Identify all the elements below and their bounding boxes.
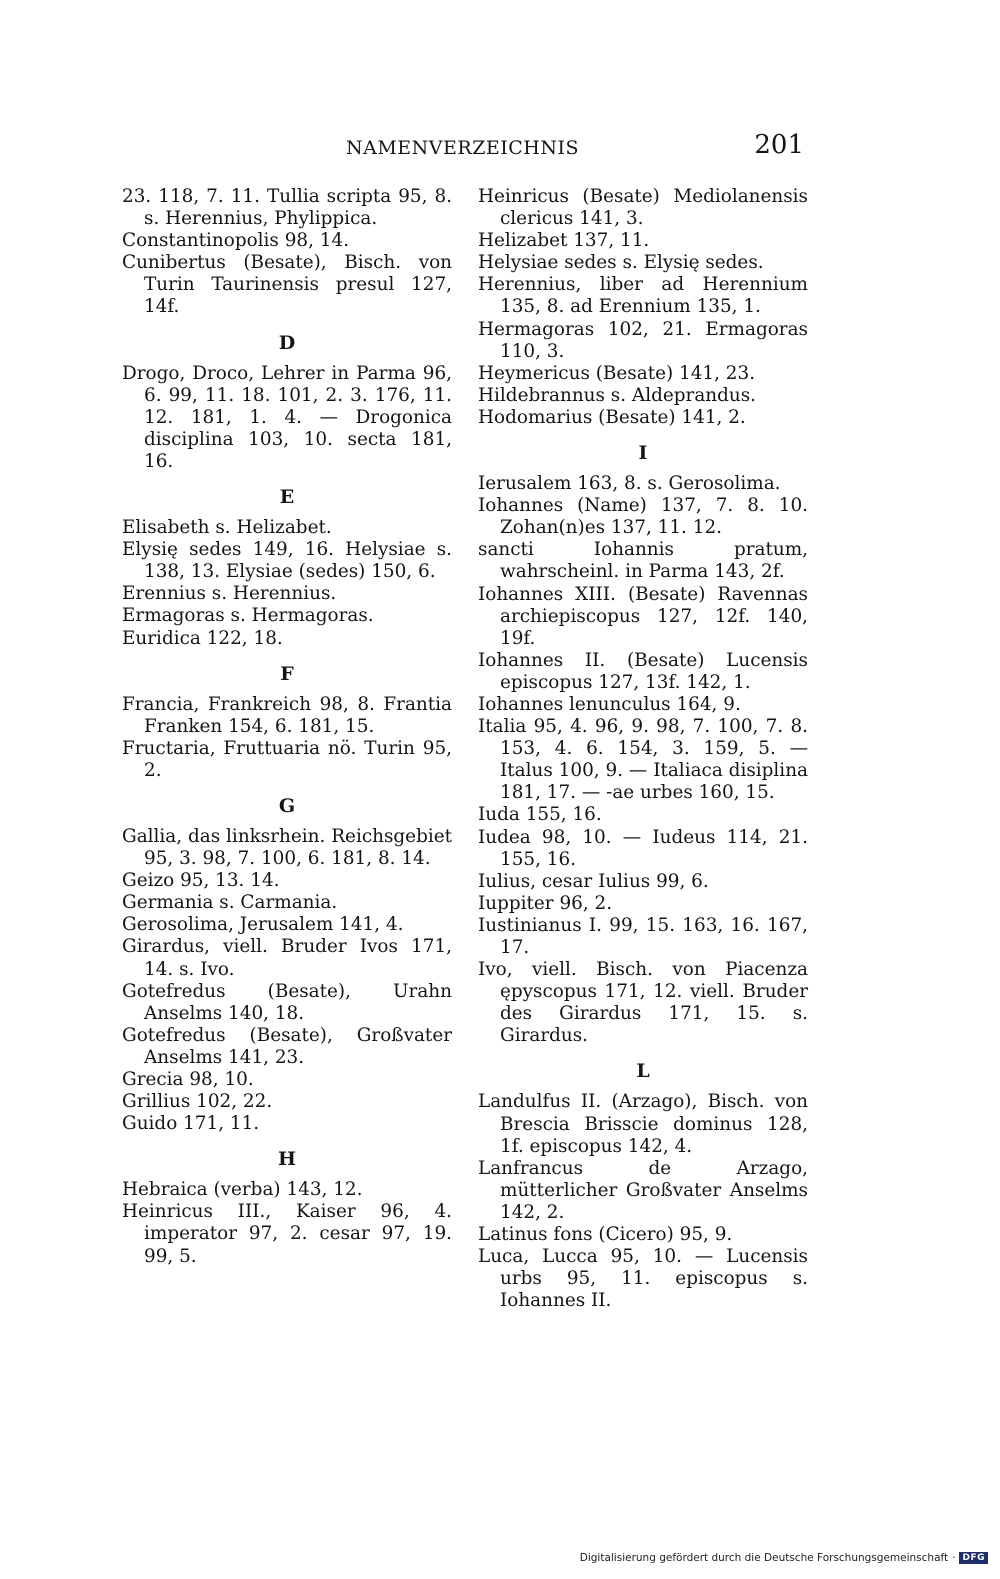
- index-entry: Iuda 155, 16.: [478, 804, 602, 826]
- index-entry: Lanfrancus de Arzago, mütterlicher Großvater Anselms 142, 2.: [478, 1157, 808, 1223]
- index-entry: Italia 95, 4. 96, 9. 98, 7. 100, 7. 8. 153, 4. 6. 154, 3. 159, 5. — Italus 100, 9. — Italiaca disiplina 181, 17. — -ae urbes 160, 15.: [478, 716, 808, 804]
- index-entry: Helizabet 137, 11.: [478, 230, 650, 252]
- index-entry: Girardus, viell. Bruder Ivos 171, 14. s. Ivo.: [122, 936, 452, 980]
- section-letter-e: E: [279, 486, 295, 509]
- section-letter-i: I: [638, 442, 648, 465]
- index-entry: Herennius, liber ad Herennium 135, 8. ad Erennium 135, 1.: [478, 274, 808, 318]
- index-entry: Latinus fons (Cicero) 95, 9.: [478, 1224, 733, 1246]
- index-entry: Gotefredus (Besate), Großvater Anselms 141, 23.: [122, 1024, 452, 1068]
- index-entry: Constantinopolis 98, 14.: [122, 230, 350, 252]
- index-entry: Drogo, Droco, Lehrer in Parma 96, 6. 99, 11. 18. 101, 2. 3. 176, 11. 12. 181, 1. 4. — Drogonica disciplina 103, 10. secta 181, 16.: [122, 362, 452, 472]
- index-entry: Elysię sedes 149, 16. Helysiae s. 138, 13. Elysiae (sedes) 150, 6.: [122, 539, 452, 583]
- index-entry: Iuppiter 96, 2.: [478, 892, 613, 914]
- section-letter-f: F: [280, 662, 294, 685]
- index-entry: Hermagoras 102, 21. Ermagoras 110, 3.: [478, 318, 808, 362]
- index-entry: Guido 171, 11.: [122, 1113, 260, 1135]
- index-entry: Hodomarius (Besate) 141, 2.: [478, 406, 746, 428]
- index-entry: Elisabeth s. Helizabet.: [122, 517, 332, 539]
- index-entry: Iohannes lenunculus 164, 9.: [478, 693, 741, 715]
- section-letter-d: D: [278, 331, 296, 354]
- index-entry: Iohannes XIII. (Besate) Ravennas archiepiscopus 127, 12f. 140, 19f.: [478, 583, 808, 649]
- index-entry: Iulius, cesar Iulius 99, 6.: [478, 870, 709, 892]
- section-letter-l: L: [636, 1060, 650, 1083]
- index-entry: Germania s. Carmania.: [122, 892, 338, 914]
- index-entry: Ierusalem 163, 8. s. Gerosolima.: [478, 473, 781, 495]
- running-title: NAMENVERZEICHNIS: [346, 137, 580, 159]
- section-letter-h: H: [278, 1148, 296, 1171]
- index-entry: Helysiae sedes s. Elysię sedes.: [478, 252, 764, 274]
- index-entry: Euridica 122, 18.: [122, 627, 283, 649]
- index-entry: Heinricus III., Kaiser 96, 4. imperator 97, 2. cesar 97, 19. 99, 5.: [122, 1201, 452, 1267]
- index-entry: Iustinianus I. 99, 15. 163, 16. 167, 17.: [478, 914, 808, 958]
- index-entry: Cunibertus (Besate), Bisch. von Turin Taurinensis presul 127, 14f.: [122, 252, 452, 318]
- index-entry: sancti Iohannis pratum, wahrscheinl. in Parma 143, 2f.: [478, 539, 808, 583]
- page-number: 201: [754, 130, 804, 160]
- index-entry: Gallia, das linksrhein. Reichsgebiet 95, 3. 98, 7. 100, 6. 181, 8. 14.: [122, 825, 452, 870]
- index-entry: Iohannes (Name) 137, 7. 8. 10. Zohan(n)es 137, 11. 12.: [478, 495, 808, 539]
- right-column: [478, 186, 808, 1312]
- index-entry: Erennius s. Herennius.: [122, 583, 337, 605]
- index-entry: Grillius 102, 22.: [122, 1091, 273, 1113]
- index-entry: Luca, Lucca 95, 10. — Lucensis urbs 95, 11. episcopus s. Iohannes II.: [478, 1246, 808, 1312]
- index-entry: Gerosolima, Jerusalem 141, 4.: [122, 914, 404, 936]
- index-entry: Francia, Frankreich 98, 8. Frantia Franken 154, 6. 181, 15.: [122, 693, 452, 737]
- section-letter-g: G: [278, 794, 296, 817]
- digitization-footer: Digitalisierung gefördert durch die Deutsche Forschungsgemeinschaft · DFG: [580, 1552, 988, 1564]
- index-entry: Heinricus (Besate) Mediolanensis clericus 141, 3.: [478, 186, 808, 230]
- index-entry: Ermagoras s. Hermagoras.: [122, 605, 374, 627]
- index-entry: Hildebrannus s. Aldeprandus.: [478, 384, 757, 406]
- footer-credit: Digitalisierung gefördert durch die Deutsche Forschungsgemeinschaft: [579, 1552, 949, 1564]
- index-entry: Fructaria, Fruttuaria nö. Turin 95, 2.: [122, 737, 452, 781]
- index-entry: Iohannes II. (Besate) Lucensis episcopus 127, 13f. 142, 1.: [478, 649, 808, 693]
- index-entry: Iudea 98, 10. — Iudeus 114, 21. 155, 16.: [478, 826, 808, 870]
- index-entry: Geizo 95, 13. 14.: [122, 870, 280, 892]
- index-entry: Hebraica (verba) 143, 12.: [122, 1179, 363, 1201]
- index-entry: Landulfus II. (Arzago), Bisch. von Brescia Brisscie dominus 128, 1f. episcopus 142, 4.: [478, 1091, 808, 1157]
- index-entry: Ivo, viell. Bisch. von Piacenza ępyscopus 171, 12. viell. Bruder des Girardus 171, 15. s. Girardus.: [478, 959, 808, 1047]
- page-header: [120, 130, 810, 170]
- left-column: [122, 186, 452, 1268]
- index-entry: Grecia 98, 10.: [122, 1069, 254, 1090]
- index-entry: Gotefredus (Besate), Urahn Anselms 140, 18.: [122, 980, 452, 1024]
- index-entry: Heymericus (Besate) 141, 23.: [478, 362, 756, 384]
- dfg-logo: DFG: [959, 1552, 988, 1564]
- index-entry: 23. 118, 7. 11. Tullia scripta 95, 8. s. Herennius, Phylippica.: [122, 186, 452, 230]
